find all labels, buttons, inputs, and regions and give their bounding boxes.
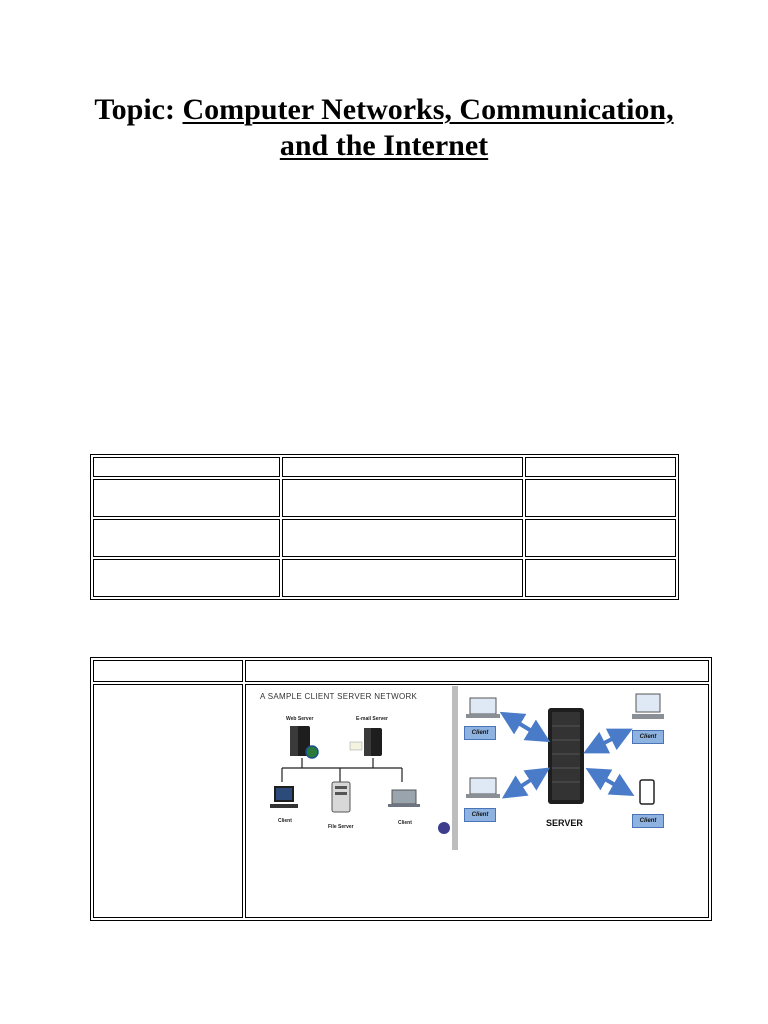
table-row: [93, 684, 709, 918]
table-cell: [93, 457, 280, 477]
client-badge: Client: [632, 814, 664, 828]
table-row: [93, 559, 676, 597]
table-cell: [245, 660, 709, 682]
table-cell: [93, 519, 280, 557]
client-server-diagram: [252, 686, 670, 850]
desktop-monitor-icon: [632, 694, 664, 719]
table-cell: [282, 479, 522, 517]
table-cell: [282, 519, 522, 557]
client-left-label: Client: [278, 818, 292, 824]
table-row: [93, 457, 676, 477]
table-cell: [93, 660, 243, 682]
table-row: [93, 660, 709, 682]
table-cell: [525, 519, 677, 557]
client-badge: Client: [632, 730, 664, 744]
tablet-icon: [640, 780, 654, 804]
file-server-label: File Server: [328, 824, 354, 830]
client-badge: Client: [464, 726, 496, 740]
web-server-label: Web Server: [286, 716, 314, 722]
table-cell-diagram: [245, 684, 709, 918]
server-rack-icon: [548, 708, 584, 804]
bullet-dot: [438, 822, 450, 834]
desktop-monitor-icon: [270, 786, 298, 808]
table-cell: [525, 559, 677, 597]
page-title: [40, 92, 728, 164]
sample-network-panel: [252, 686, 448, 850]
laptop-icon: [466, 778, 500, 798]
client-right-label: Client: [398, 820, 412, 826]
diagram-caption: A SAMPLE CLIENT SERVER NETWORK: [260, 692, 418, 701]
server-rack-icon: [332, 782, 350, 812]
server-label: SERVER: [546, 818, 583, 828]
table-cell: [93, 684, 243, 918]
laptop-icon: [388, 790, 420, 807]
email-server-label: E-mail Server: [356, 716, 388, 722]
laptop-icon: [466, 698, 500, 718]
table-cell: [282, 559, 522, 597]
title-line-2: [40, 128, 728, 164]
table-cell: [93, 479, 280, 517]
title-prefix: Topic:: [94, 93, 183, 126]
title-topic-line-1: Computer Networks, Communication,: [182, 93, 674, 126]
server-rack-icon: [364, 728, 382, 756]
table-cell: [525, 457, 677, 477]
blank-table-2: [90, 657, 712, 921]
client-server-panel: [460, 686, 670, 850]
envelope-icon: [350, 742, 362, 750]
table-cell: [525, 479, 677, 517]
blank-table-1: [90, 454, 679, 600]
table-cell: [282, 457, 522, 477]
title-line-1: [40, 92, 728, 128]
panel-divider: [452, 686, 458, 850]
table-row: [93, 479, 676, 517]
globe-icon: [306, 746, 318, 758]
title-topic-line-2: and the Internet: [279, 129, 489, 162]
table-cell: [93, 559, 280, 597]
client-badge: Client: [464, 808, 496, 822]
table-row: [93, 519, 676, 557]
